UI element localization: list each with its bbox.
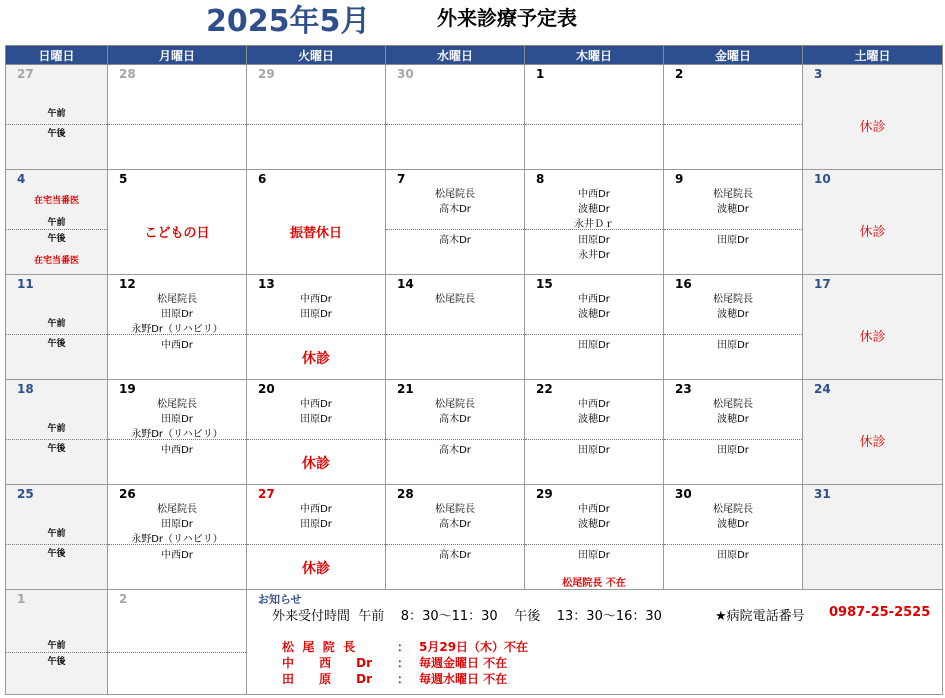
schedule-calendar xyxy=(5,45,943,695)
day-number: 16 xyxy=(675,277,692,291)
day-cell xyxy=(664,380,803,485)
doctor-name: 永野Dr（リハビリ） xyxy=(131,534,223,545)
pm-label: 午後 xyxy=(47,657,66,667)
day-cell xyxy=(803,65,943,170)
day-number: 2 xyxy=(675,67,684,81)
day-number: 27 xyxy=(258,487,275,501)
day-cell xyxy=(108,485,247,590)
day-number: 9 xyxy=(675,172,684,186)
day-cell xyxy=(108,65,247,170)
am-pm-divider xyxy=(525,334,663,335)
doctor-name: 松尾院長 xyxy=(713,294,753,305)
am-label: 午前 xyxy=(47,218,66,228)
am-label: 午前 xyxy=(47,109,66,119)
doctor-name: 松尾院長 xyxy=(713,504,753,515)
day-cell xyxy=(247,380,386,485)
doctor-name: 田原Dr xyxy=(717,550,749,561)
day-number: 31 xyxy=(814,487,831,501)
am-pm-divider xyxy=(247,124,385,125)
am-pm-divider xyxy=(247,544,385,545)
calendar-month-title: 2025年5月 xyxy=(206,4,371,39)
doctor-name: 田原Dr xyxy=(717,340,749,351)
day-number: 30 xyxy=(675,487,692,501)
weekday-header-row xyxy=(6,46,943,65)
doctor-name: 永野Dr（リハビリ） xyxy=(131,429,223,440)
am-label: 午前 xyxy=(47,424,66,434)
day-cell xyxy=(6,275,108,380)
day-number: 2 xyxy=(119,592,128,606)
am-label: 午前 xyxy=(47,319,66,329)
day-cell xyxy=(6,170,108,275)
doctor-name: 波穂Dr xyxy=(578,519,610,530)
holiday-label: こどもの日 xyxy=(144,226,210,241)
doctor-name: 高木Dr xyxy=(439,204,471,215)
pm-closed-label: 休診 xyxy=(302,351,330,367)
am-doctors xyxy=(247,397,385,427)
phone-label: ★病院電話番号 xyxy=(715,609,805,624)
day-cell xyxy=(247,170,386,275)
am-label: 午前 xyxy=(47,641,66,651)
am-pm-divider xyxy=(6,544,107,545)
weekday-wednesday: 水曜日 xyxy=(386,46,525,65)
absence-colon: ： xyxy=(397,672,410,686)
doctor-name: 田原Dr xyxy=(300,309,332,320)
day-number: 18 xyxy=(17,382,34,396)
absence-colon: ： xyxy=(397,656,410,670)
weekday-thursday: 木曜日 xyxy=(525,46,664,65)
am-pm-divider xyxy=(664,544,802,545)
day-number: 19 xyxy=(119,382,136,396)
holiday-label: 振替休日 xyxy=(289,226,342,241)
oncall-label: 在宅当番医 xyxy=(33,256,79,266)
absence-name: 松 尾 院 長 xyxy=(282,640,356,654)
pm-doctors xyxy=(664,548,802,563)
notice-title: お知らせ xyxy=(258,593,302,606)
day-number: 8 xyxy=(536,172,545,186)
doctor-name: 中西Dr xyxy=(300,294,332,305)
doctor-name: 波穂Dr xyxy=(717,204,749,215)
day-cell xyxy=(386,275,525,380)
doctor-name: 松尾院長 xyxy=(435,294,475,305)
pm-closed-label: 休診 xyxy=(302,456,330,472)
am-doctors xyxy=(664,397,802,427)
am-pm-divider xyxy=(803,544,942,545)
absence-text: 5月29日（木）不在 xyxy=(419,640,529,654)
am-doctors xyxy=(108,502,246,547)
doctor-name: 中西Dr xyxy=(300,399,332,410)
day-cell xyxy=(247,485,386,590)
day-number: 6 xyxy=(258,172,267,186)
day-number: 30 xyxy=(397,67,414,81)
day-number: 15 xyxy=(536,277,553,291)
doctor-name: 永野Dr（リハビリ） xyxy=(131,324,223,335)
am-doctors xyxy=(108,292,246,337)
am-pm-divider xyxy=(664,229,802,230)
am-pm-divider xyxy=(247,334,385,335)
absence-name: 中 西 Dr xyxy=(282,656,373,670)
doctor-name: 高木Dr xyxy=(439,550,471,561)
am-doctors xyxy=(525,502,663,532)
notice-panel xyxy=(247,590,943,695)
doctor-name: 波穂Dr xyxy=(578,309,610,320)
pm-doctors xyxy=(108,548,246,563)
doctor-name: 松尾院長 xyxy=(157,504,197,515)
am-doctors xyxy=(664,292,802,322)
day-number: 25 xyxy=(17,487,34,501)
pm-doctors xyxy=(525,338,663,353)
day-number: 21 xyxy=(397,382,414,396)
doctor-name: 松尾院長 xyxy=(157,399,197,410)
am-pm-divider xyxy=(664,439,802,440)
absence-note: 松尾院長 不在 xyxy=(562,578,626,589)
pm-closed-label: 休診 xyxy=(302,561,330,577)
week-row xyxy=(6,170,943,275)
day-number: 7 xyxy=(397,172,406,186)
pm-doctors xyxy=(386,443,524,458)
doctor-name: 中西Dr xyxy=(578,294,610,305)
pm-doctors xyxy=(525,233,663,263)
am-pm-divider xyxy=(108,544,246,545)
day-number: 20 xyxy=(258,382,275,396)
day-cell xyxy=(803,170,943,275)
doctor-name: 松尾院長 xyxy=(713,399,753,410)
day-number: 3 xyxy=(814,67,823,81)
closed-label: 休診 xyxy=(859,225,886,240)
day-cell xyxy=(664,485,803,590)
doctor-name: 田原Dr xyxy=(578,340,610,351)
pm-doctors xyxy=(108,338,246,353)
doctor-name: 田原Dr xyxy=(717,235,749,246)
am-pm-divider xyxy=(108,124,246,125)
doctor-name: 田原Dr xyxy=(578,235,610,246)
am-pm-divider xyxy=(386,334,524,335)
doctor-name: 田原Dr xyxy=(161,414,193,425)
doctor-name: 中西Dr xyxy=(161,550,193,561)
day-cell xyxy=(525,65,664,170)
day-number: 12 xyxy=(119,277,136,291)
doctor-name: 中西Dr xyxy=(161,340,193,351)
doctor-name: 高木Dr xyxy=(439,235,471,246)
am-doctors xyxy=(525,397,663,427)
day-cell xyxy=(6,65,108,170)
day-number: 24 xyxy=(814,382,831,396)
day-number: 1 xyxy=(536,67,545,81)
doctor-name: 高木Dr xyxy=(439,519,471,530)
pm-label: 午後 xyxy=(47,129,66,139)
day-cell xyxy=(664,275,803,380)
pm-doctors xyxy=(386,548,524,563)
am-pm-divider xyxy=(6,652,107,653)
day-number: 29 xyxy=(536,487,553,501)
am-doctors xyxy=(664,502,802,532)
pm-doctors xyxy=(386,233,524,248)
day-cell xyxy=(386,485,525,590)
am-doctors xyxy=(386,397,524,427)
am-doctors xyxy=(108,397,246,442)
am-pm-divider xyxy=(108,652,246,653)
am-pm-divider xyxy=(247,439,385,440)
pm-label: 午後 xyxy=(47,444,66,454)
doctor-name: 中西Dr xyxy=(300,504,332,515)
day-cell xyxy=(108,590,247,695)
day-number: 17 xyxy=(814,277,831,291)
week-row xyxy=(6,275,943,380)
doctor-name: 田原Dr xyxy=(300,414,332,425)
day-cell xyxy=(6,590,108,695)
am-pm-divider xyxy=(525,229,663,230)
doctor-name: 田原Dr xyxy=(161,309,193,320)
doctor-name: 中西Dr xyxy=(578,189,610,200)
doctor-name: 高木Dr xyxy=(439,414,471,425)
pm-doctors xyxy=(664,338,802,353)
weekday-friday: 金曜日 xyxy=(664,46,803,65)
doctor-name: 田原Dr xyxy=(300,519,332,530)
doctor-name: 永井Ｄｒ xyxy=(574,219,614,230)
am-doctors xyxy=(664,187,802,217)
doctor-name: 田原Dr xyxy=(578,445,610,456)
doctor-name: 松尾院長 xyxy=(157,294,197,305)
am-doctors xyxy=(247,502,385,532)
day-number: 27 xyxy=(17,67,34,81)
day-cell xyxy=(108,380,247,485)
am-pm-divider xyxy=(386,229,524,230)
day-number: 28 xyxy=(119,67,136,81)
am-doctors xyxy=(386,502,524,532)
absence-text: 毎週水曜日 不在 xyxy=(419,672,508,686)
doctor-name: 永井Dr xyxy=(578,250,610,261)
absence-text: 毎週金曜日 不在 xyxy=(419,656,508,670)
day-cell xyxy=(386,170,525,275)
pm-doctors xyxy=(664,233,802,248)
am-pm-divider xyxy=(525,544,663,545)
schedule-title: 外来診療予定表 xyxy=(437,6,577,30)
pm-label: 午後 xyxy=(47,549,66,559)
weekday-saturday: 土曜日 xyxy=(803,46,943,65)
day-cell xyxy=(525,485,664,590)
am-pm-divider xyxy=(525,124,663,125)
day-cell xyxy=(247,275,386,380)
doctor-name: 中西Dr xyxy=(578,504,610,515)
am-doctors xyxy=(525,292,663,322)
day-cell xyxy=(386,65,525,170)
day-number: 22 xyxy=(536,382,553,396)
day-cell xyxy=(664,170,803,275)
day-number: 26 xyxy=(119,487,136,501)
day-number: 13 xyxy=(258,277,275,291)
doctor-name: 中西Dr xyxy=(578,399,610,410)
day-number: 14 xyxy=(397,277,414,291)
day-cell xyxy=(664,65,803,170)
doctor-name: 田原Dr xyxy=(161,519,193,530)
weekday-tuesday: 火曜日 xyxy=(247,46,386,65)
doctor-name: 波穂Dr xyxy=(578,414,610,425)
day-cell xyxy=(525,275,664,380)
am-pm-divider xyxy=(386,544,524,545)
doctor-name: 田原Dr xyxy=(578,550,610,561)
week-row xyxy=(6,485,943,590)
absence-colon: ： xyxy=(397,640,410,654)
doctor-name: 田原Dr xyxy=(717,445,749,456)
doctor-name: 波穂Dr xyxy=(717,309,749,320)
pm-doctors xyxy=(525,548,663,563)
closed-label: 休診 xyxy=(859,435,886,450)
am-pm-divider xyxy=(525,439,663,440)
doctor-name: 松尾院長 xyxy=(435,189,475,200)
day-number: 28 xyxy=(397,487,414,501)
day-number: 23 xyxy=(675,382,692,396)
weekday-monday: 月曜日 xyxy=(108,46,247,65)
doctor-name: 松尾院長 xyxy=(435,504,475,515)
day-number: 29 xyxy=(258,67,275,81)
day-number: 1 xyxy=(17,592,26,606)
pm-label: 午後 xyxy=(47,339,66,349)
am-pm-divider xyxy=(664,334,802,335)
day-cell xyxy=(108,170,247,275)
week-row xyxy=(6,380,943,485)
day-cell xyxy=(525,170,664,275)
doctor-name: 波穂Dr xyxy=(717,519,749,530)
absence-name: 田 原 Dr xyxy=(282,672,373,686)
day-cell xyxy=(386,380,525,485)
weekday-sunday: 日曜日 xyxy=(6,46,108,65)
closed-label: 休診 xyxy=(859,120,886,135)
week-row xyxy=(6,590,943,695)
doctor-name: 高木Dr xyxy=(439,445,471,456)
reception-hours: 外来受付時間 午前 8：30～11：30 午後 13：30～16：30 xyxy=(272,609,662,624)
day-cell xyxy=(247,65,386,170)
pm-doctors xyxy=(664,443,802,458)
day-cell xyxy=(108,275,247,380)
week-row xyxy=(6,65,943,170)
am-pm-divider xyxy=(6,229,107,230)
am-pm-divider xyxy=(108,334,246,335)
oncall-label: 在宅当番医 xyxy=(33,196,79,206)
pm-label: 午後 xyxy=(47,234,66,244)
am-pm-divider xyxy=(664,124,802,125)
day-cell xyxy=(525,380,664,485)
day-number: 4 xyxy=(17,172,26,186)
doctor-name: 松尾院長 xyxy=(713,189,753,200)
am-pm-divider xyxy=(386,124,524,125)
am-pm-divider xyxy=(6,124,107,125)
am-pm-divider xyxy=(6,334,107,335)
am-pm-divider xyxy=(108,439,246,440)
am-doctors xyxy=(525,187,663,232)
day-cell xyxy=(6,485,108,590)
day-number: 10 xyxy=(814,172,831,186)
day-cell xyxy=(6,380,108,485)
am-doctors xyxy=(386,292,524,307)
day-number: 5 xyxy=(119,172,128,186)
am-doctors xyxy=(386,187,524,217)
doctor-name: 松尾院長 xyxy=(435,399,475,410)
day-cell xyxy=(803,380,943,485)
am-doctors xyxy=(247,292,385,322)
doctor-name: 中西Dr xyxy=(161,445,193,456)
doctor-name: 波穂Dr xyxy=(717,414,749,425)
closed-label: 休診 xyxy=(859,330,886,345)
day-number: 11 xyxy=(17,277,34,291)
am-pm-divider xyxy=(386,439,524,440)
pm-doctors xyxy=(108,443,246,458)
day-cell xyxy=(803,485,943,590)
phone-number: 0987-25-2525 xyxy=(829,605,931,620)
am-pm-divider xyxy=(6,439,107,440)
am-label: 午前 xyxy=(47,529,66,539)
day-cell xyxy=(803,275,943,380)
doctor-name: 波穂Dr xyxy=(578,204,610,215)
pm-doctors xyxy=(525,443,663,458)
